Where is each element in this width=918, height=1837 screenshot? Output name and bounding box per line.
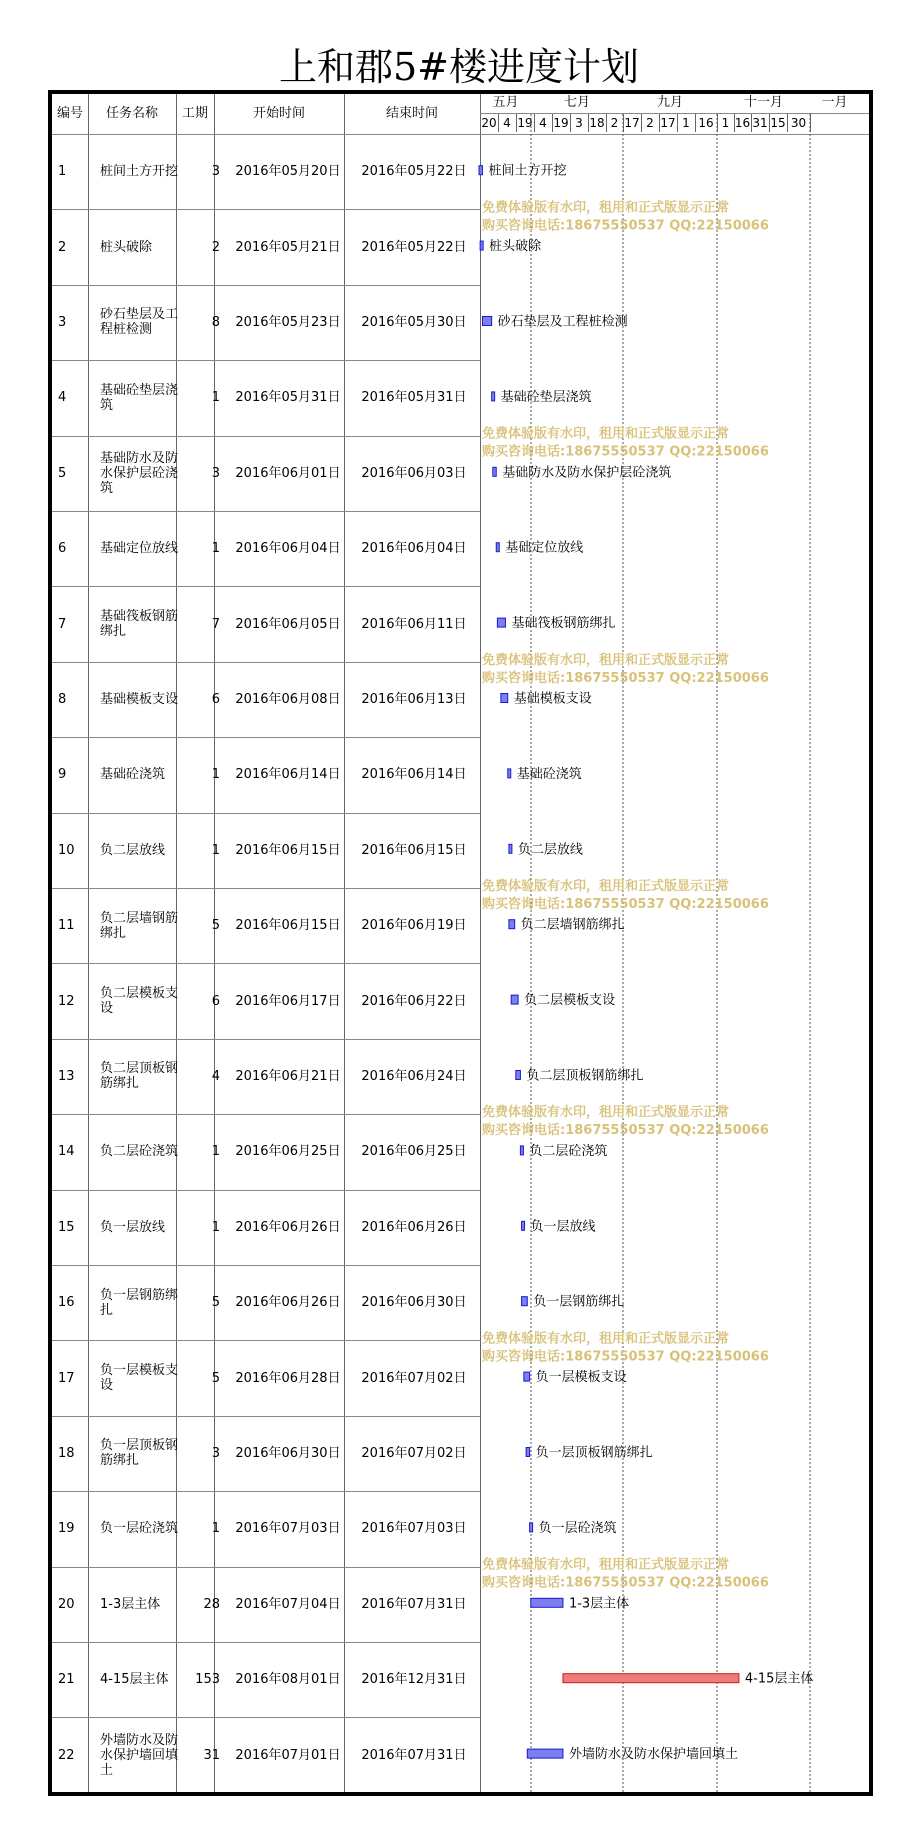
watermark-text: 购买咨询电话:18675550537 QQ:22150066 [482, 218, 769, 234]
gantt-bar-label: 基础筏板钢筋绑扎 [511, 616, 616, 632]
task-end: 2016年06月19日 [361, 918, 467, 934]
gantt-bar-label: 4-15层主体 [744, 1671, 814, 1687]
timeline-day: 30 [790, 116, 807, 130]
task-end: 2016年07月03日 [361, 1521, 467, 1537]
task-duration: 5 [211, 918, 220, 934]
task-id: 15 [58, 1219, 75, 1235]
task-end: 2016年06月03日 [361, 465, 467, 481]
gantt-bar [527, 1749, 563, 1758]
timeline-day: 18 [589, 116, 605, 130]
task-duration: 1 [211, 541, 220, 557]
task-end: 2016年06月11日 [361, 616, 467, 632]
task-name: 负一层顶板钢筋绑扎 [100, 1438, 179, 1469]
timeline-day: 2 [646, 116, 654, 130]
task-duration: 5 [211, 1370, 220, 1386]
gantt-bar [508, 769, 511, 778]
watermark-text: 免费体验版有水印，租用和正式版显示正常 [482, 1557, 730, 1573]
task-duration: 6 [211, 993, 220, 1009]
gantt-bar-label: 外墙防水及防水保护墙回填土 [568, 1747, 738, 1763]
gantt-bar [522, 1297, 528, 1306]
task-start: 2016年06月08日 [235, 691, 341, 707]
task-start: 2016年07月01日 [235, 1747, 341, 1763]
task-end: 2016年07月31日 [361, 1596, 467, 1612]
task-end: 2016年05月22日 [361, 164, 467, 180]
task-duration: 1 [211, 767, 220, 783]
watermark-text: 购买咨询电话:18675550537 QQ:22150066 [482, 1349, 769, 1365]
gantt-bar-label: 负二层放线 [517, 842, 583, 858]
task-end: 2016年07月02日 [361, 1445, 467, 1461]
task-duration: 1 [211, 1219, 220, 1235]
watermark-text: 免费体验版有水印，租用和正式版显示正常 [482, 652, 730, 668]
task-start: 2016年06月15日 [235, 918, 341, 934]
task-start: 2016年06月28日 [235, 1370, 341, 1386]
gantt-bar-label: 负二层顶板钢筋绑扎 [526, 1068, 644, 1084]
task-name: 负一层放线 [100, 1219, 166, 1235]
task-end: 2016年06月04日 [361, 541, 467, 557]
task-name: 基础防水及防水保护层砼浇筑 [100, 450, 179, 496]
task-duration: 2 [211, 239, 220, 255]
watermark-text: 购买咨询电话:18675550537 QQ:22150066 [482, 897, 769, 912]
gantt-bar-label: 负二层砼浇筑 [529, 1143, 608, 1159]
gantt-bar [524, 1372, 530, 1381]
task-start: 2016年06月26日 [235, 1295, 341, 1311]
header-duration: 工期 [181, 106, 208, 121]
task-start: 2016年06月04日 [235, 541, 341, 557]
timeline-day: 3 [575, 116, 583, 130]
task-name: 桩头破除 [100, 239, 153, 255]
header-start: 开始时间 [252, 106, 305, 121]
task-end: 2016年05月30日 [361, 314, 467, 330]
task-name: 负一层砼浇筑 [100, 1521, 179, 1537]
task-name: 桩间土方开挖 [100, 164, 179, 180]
task-end: 2016年06月15日 [361, 842, 467, 858]
gantt-bar-label: 基础砼浇筑 [516, 766, 582, 782]
timeline-day: 1 [682, 116, 690, 130]
task-id: 2 [58, 239, 67, 255]
gantt-bar-label: 负二层模板支设 [524, 993, 616, 1009]
task-start: 2016年06月21日 [235, 1068, 341, 1084]
task-duration: 8 [211, 314, 220, 330]
header-name: 任务名称 [105, 106, 158, 121]
gantt-bar-label: 负一层模板支设 [535, 1370, 627, 1386]
task-end: 2016年06月14日 [361, 767, 467, 783]
task-id: 11 [58, 918, 75, 934]
watermark-text: 购买咨询电话:18675550537 QQ:22150066 [482, 444, 769, 460]
timeline-month: 十一月 [743, 95, 783, 110]
task-start: 2016年05月20日 [235, 164, 341, 180]
gantt-bar [509, 920, 515, 929]
gantt-bar [497, 618, 505, 627]
timeline-day: 31 [752, 116, 768, 130]
task-id: 10 [58, 842, 75, 858]
gantt-chart [52, 94, 869, 1792]
task-id: 14 [58, 1144, 75, 1160]
task-id: 21 [58, 1672, 75, 1688]
header-end: 结束时间 [385, 106, 438, 121]
gantt-table [48, 90, 873, 1796]
gantt-bar-label: 桩头破除 [489, 239, 542, 255]
task-start: 2016年06月25日 [235, 1144, 341, 1160]
gantt-bar-label: 基础防水及防水保护层砼浇筑 [502, 465, 672, 481]
task-name: 负一层钢筋绑扎 [100, 1287, 179, 1318]
task-id: 12 [58, 993, 75, 1009]
watermark-text: 免费体验版有水印，租用和正式版显示正常 [482, 879, 730, 894]
task-duration: 7 [211, 616, 220, 632]
gantt-bar [501, 694, 508, 703]
task-duration: 153 [195, 1672, 220, 1688]
task-id: 5 [58, 465, 67, 481]
task-duration: 28 [203, 1596, 220, 1612]
timeline-month: 七月 [563, 95, 590, 110]
timeline-day: 4 [503, 116, 511, 130]
task-name: 负二层模板支设 [100, 986, 179, 1017]
gantt-bar-label: 负一层顶板钢筋绑扎 [535, 1445, 653, 1461]
gantt-bar [492, 392, 495, 401]
gantt-bar-label: 负一层放线 [530, 1219, 596, 1235]
task-name: 基础模板支设 [100, 691, 179, 707]
gantt-bar [480, 241, 483, 250]
task-start: 2016年06月15日 [235, 842, 341, 858]
task-end: 2016年05月22日 [361, 239, 467, 255]
task-name: 负二层顶板钢筋绑扎 [100, 1061, 179, 1092]
task-name: 1-3层主体 [100, 1596, 161, 1612]
task-start: 2016年06月30日 [235, 1445, 341, 1461]
task-id: 9 [58, 767, 67, 783]
gantt-bar [509, 844, 512, 853]
gantt-bar-label: 基础砼垫层浇筑 [500, 389, 592, 405]
task-end: 2016年06月25日 [361, 1144, 467, 1160]
gantt-bar-label: 负二层墙钢筋绑扎 [520, 917, 625, 933]
task-id: 19 [58, 1521, 75, 1537]
watermark-text: 免费体验版有水印，租用和正式版显示正常 [482, 200, 730, 216]
task-id: 1 [58, 164, 67, 180]
task-duration: 1 [211, 1521, 220, 1537]
task-start: 2016年06月14日 [235, 767, 341, 783]
gantt-bar-label: 负一层砼浇筑 [538, 1520, 617, 1536]
task-end: 2016年06月22日 [361, 993, 467, 1009]
gantt-bar-label: 桩间土方开挖 [488, 163, 567, 179]
task-start: 2016年08月01日 [235, 1672, 341, 1688]
gantt-bar [482, 317, 491, 326]
gantt-bar [531, 1598, 563, 1607]
watermark-text: 购买咨询电话:18675550537 QQ:22150066 [482, 1123, 769, 1139]
task-start: 2016年06月26日 [235, 1219, 341, 1235]
task-id: 20 [58, 1596, 75, 1612]
task-id: 13 [58, 1068, 75, 1084]
task-duration: 5 [211, 1295, 220, 1311]
task-end: 2016年12月31日 [361, 1672, 467, 1688]
task-end: 2016年07月31日 [361, 1747, 467, 1763]
task-duration: 31 [203, 1747, 220, 1763]
gantt-bar [511, 995, 518, 1004]
gantt-bar-label: 基础模板支设 [513, 691, 592, 707]
task-duration: 1 [211, 390, 220, 406]
task-name: 砂石垫层及工程桩检测 [100, 307, 179, 338]
timeline-day: 16 [734, 116, 751, 130]
task-end: 2016年05月31日 [361, 390, 467, 406]
gantt-bar [479, 166, 482, 175]
gantt-bar [530, 1523, 533, 1532]
watermark-text: 免费体验版有水印，租用和正式版显示正常 [482, 1331, 730, 1347]
gantt-bar [496, 543, 499, 552]
task-id: 4 [58, 390, 67, 406]
task-start: 2016年06月01日 [235, 465, 341, 481]
task-name: 基础砼垫层浇筑 [100, 382, 179, 413]
gantt-bar [493, 467, 496, 476]
timeline-day: 4 [539, 116, 547, 130]
task-id: 8 [58, 691, 67, 707]
task-name: 负二层放线 [100, 842, 166, 858]
task-end: 2016年06月24日 [361, 1068, 467, 1084]
page-title: 上和郡5#楼进度计划 [278, 45, 640, 89]
task-duration: 6 [211, 691, 220, 707]
timeline-day: 17 [660, 116, 676, 130]
task-name: 负一层模板支设 [100, 1363, 179, 1394]
watermark-text: 购买咨询电话:18675550537 QQ:22150066 [482, 1575, 769, 1591]
timeline-day: 16 [698, 116, 714, 130]
task-id: 17 [58, 1370, 75, 1386]
watermark-text: 免费体验版有水印，租用和正式版显示正常 [482, 426, 730, 442]
task-name: 基础定位放线 [100, 541, 179, 557]
row-divider [52, 1793, 480, 1794]
timeline-day: 19 [553, 116, 569, 130]
gantt-bar-label: 负一层钢筋绑扎 [533, 1294, 625, 1310]
timeline-month: 九月 [656, 95, 683, 110]
task-start: 2016年06月05日 [235, 616, 341, 632]
gantt-bar-label: 基础定位放线 [505, 540, 584, 556]
task-start: 2016年07月03日 [235, 1521, 341, 1537]
timeline-day: 20 [481, 116, 497, 130]
task-id: 22 [58, 1747, 75, 1763]
timeline-day: 17 [624, 116, 640, 130]
task-name: 基础砼浇筑 [100, 767, 166, 783]
watermark-text: 购买咨询电话:18675550537 QQ:22150066 [482, 670, 769, 686]
gantt-bar [522, 1221, 525, 1230]
task-id: 6 [58, 541, 67, 557]
task-start: 2016年06月17日 [235, 993, 341, 1009]
task-id: 18 [58, 1445, 75, 1461]
timeline-month: 一月 [821, 95, 848, 110]
task-duration: 3 [211, 164, 220, 180]
task-start: 2016年05月23日 [235, 314, 341, 330]
task-end: 2016年07月02日 [361, 1370, 467, 1386]
gantt-bar [526, 1448, 529, 1457]
task-name: 负二层砼浇筑 [100, 1144, 179, 1160]
task-name: 基础筏板钢筋绑扎 [100, 609, 179, 640]
task-id: 16 [58, 1295, 75, 1311]
watermark-text: 免费体验版有水印，租用和正式版显示正常 [482, 1105, 730, 1121]
gantt-bar-label: 砂石垫层及工程桩检测 [497, 314, 628, 330]
gantt-bar [563, 1674, 739, 1683]
task-start: 2016年07月04日 [235, 1596, 341, 1612]
gantt-bar [520, 1146, 523, 1155]
timeline-day: 1 [721, 116, 730, 130]
gantt-bar [516, 1071, 521, 1080]
header-id: 编号 [56, 106, 83, 121]
timeline-day: 19 [517, 116, 533, 130]
task-name: 外墙防水及防水保护墙回填土 [100, 1732, 179, 1778]
task-duration: 1 [211, 1144, 220, 1160]
task-name: 4-15层主体 [100, 1672, 169, 1688]
gantt-bar-label: 1-3层主体 [568, 1596, 630, 1612]
task-end: 2016年06月13日 [361, 691, 467, 707]
timeline-month: 五月 [492, 95, 519, 110]
task-name: 负二层墙钢筋绑扎 [100, 910, 179, 941]
task-duration: 3 [211, 465, 220, 481]
task-id: 7 [58, 616, 67, 632]
timeline-day: 15 [770, 116, 786, 130]
task-start: 2016年05月31日 [235, 390, 341, 406]
task-duration: 3 [211, 1445, 220, 1461]
task-id: 3 [58, 314, 67, 330]
task-end: 2016年06月26日 [361, 1219, 467, 1235]
task-start: 2016年05月21日 [235, 239, 341, 255]
timeline-day: 2 [610, 116, 619, 130]
task-duration: 4 [211, 1068, 220, 1084]
task-end: 2016年06月30日 [361, 1295, 467, 1311]
task-duration: 1 [211, 842, 220, 858]
